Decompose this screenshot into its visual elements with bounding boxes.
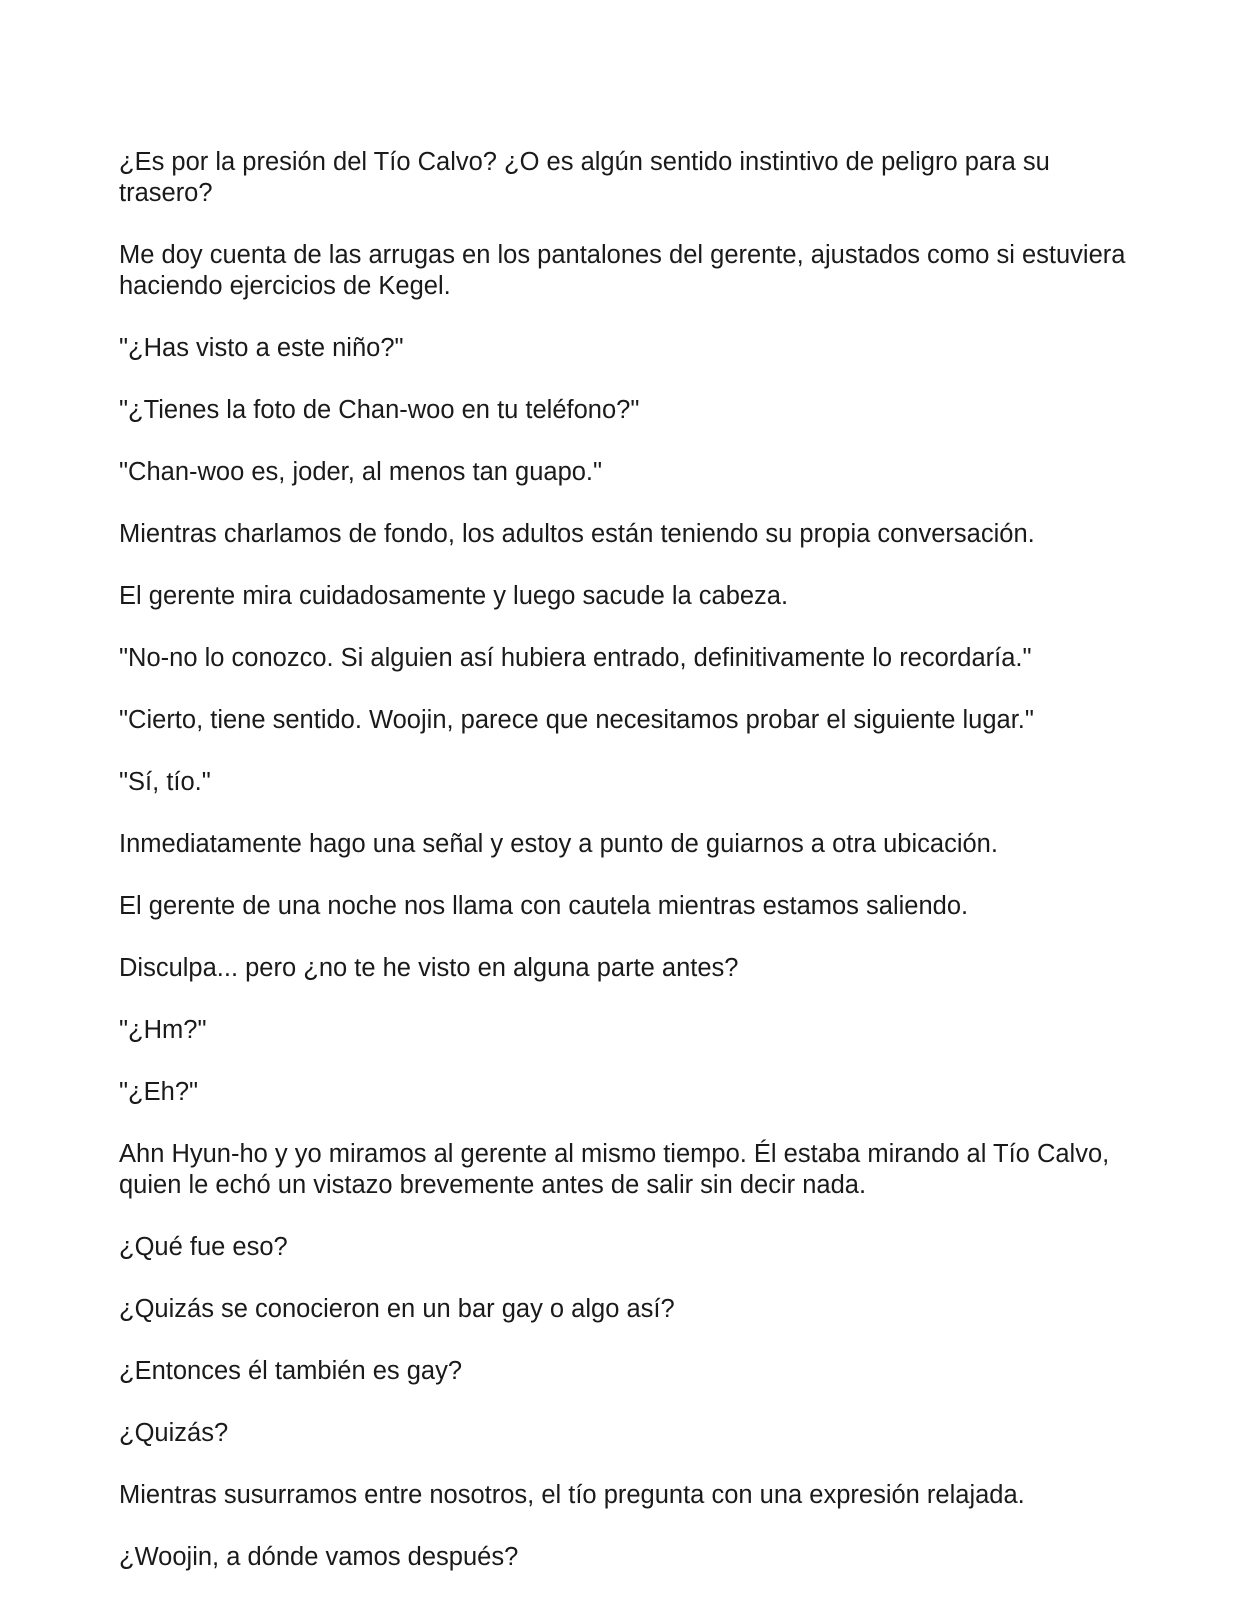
document-body [119, 147, 1129, 1604]
paragraph: "¿Has visto a este niño?" [119, 334, 404, 362]
paragraph: ¿Quizás se conocieron en un bar gay o algo así? [119, 1295, 675, 1323]
paragraph: "Cierto, tiene sentido. Woojin, parece que necesitamos probar el siguiente lugar." [119, 706, 1034, 734]
paragraph: Ahn Hyun-ho y yo miramos al gerente al mismo tiempo. Él estaba mirando al Tío Calvo, quien le echó un vistazo brevemente antes de salir sin decir nada. [119, 1140, 1110, 1199]
paragraph: ¿Qué fue eso? [119, 1233, 288, 1261]
paragraph: Inmediatamente hago una señal y estoy a punto de guiarnos a otra ubicación. [119, 830, 998, 858]
paragraph: ¿Es por la presión del Tío Calvo? ¿O es algún sentido instintivo de peligro para su trasero? [119, 148, 1050, 207]
paragraph: "Chan-woo es, joder, al menos tan guapo." [119, 458, 603, 486]
paragraph: "¿Hm?" [119, 1016, 207, 1044]
paragraph: ¿Woojin, a dónde vamos después? [119, 1543, 519, 1571]
paragraph: Disculpa... pero ¿no te he visto en alguna parte antes? [119, 954, 739, 982]
paragraph: ¿Quizás? [119, 1419, 229, 1447]
paragraph: "Sí, tío." [119, 768, 211, 796]
paragraph: "¿Tienes la foto de Chan-woo en tu teléfono?" [119, 396, 640, 424]
paragraph: El gerente mira cuidadosamente y luego sacude la cabeza. [119, 582, 789, 610]
paragraph: "No-no lo conozco. Si alguien así hubiera entrado, definitivamente lo recordaría." [119, 644, 1032, 672]
paragraph: El gerente de una noche nos llama con cautela mientras estamos saliendo. [119, 892, 969, 920]
paragraph: Mientras charlamos de fondo, los adultos están teniendo su propia conversación. [119, 520, 1035, 548]
paragraph: Me doy cuenta de las arrugas en los pantalones del gerente, ajustados como si estuviera haciendo ejercicios de Kegel. [119, 241, 1126, 300]
paragraph: Mientras susurramos entre nosotros, el tío pregunta con una expresión relajada. [119, 1481, 1025, 1509]
paragraph: ¿Entonces él también es gay? [119, 1357, 463, 1385]
paragraph: "¿Eh?" [119, 1078, 199, 1106]
